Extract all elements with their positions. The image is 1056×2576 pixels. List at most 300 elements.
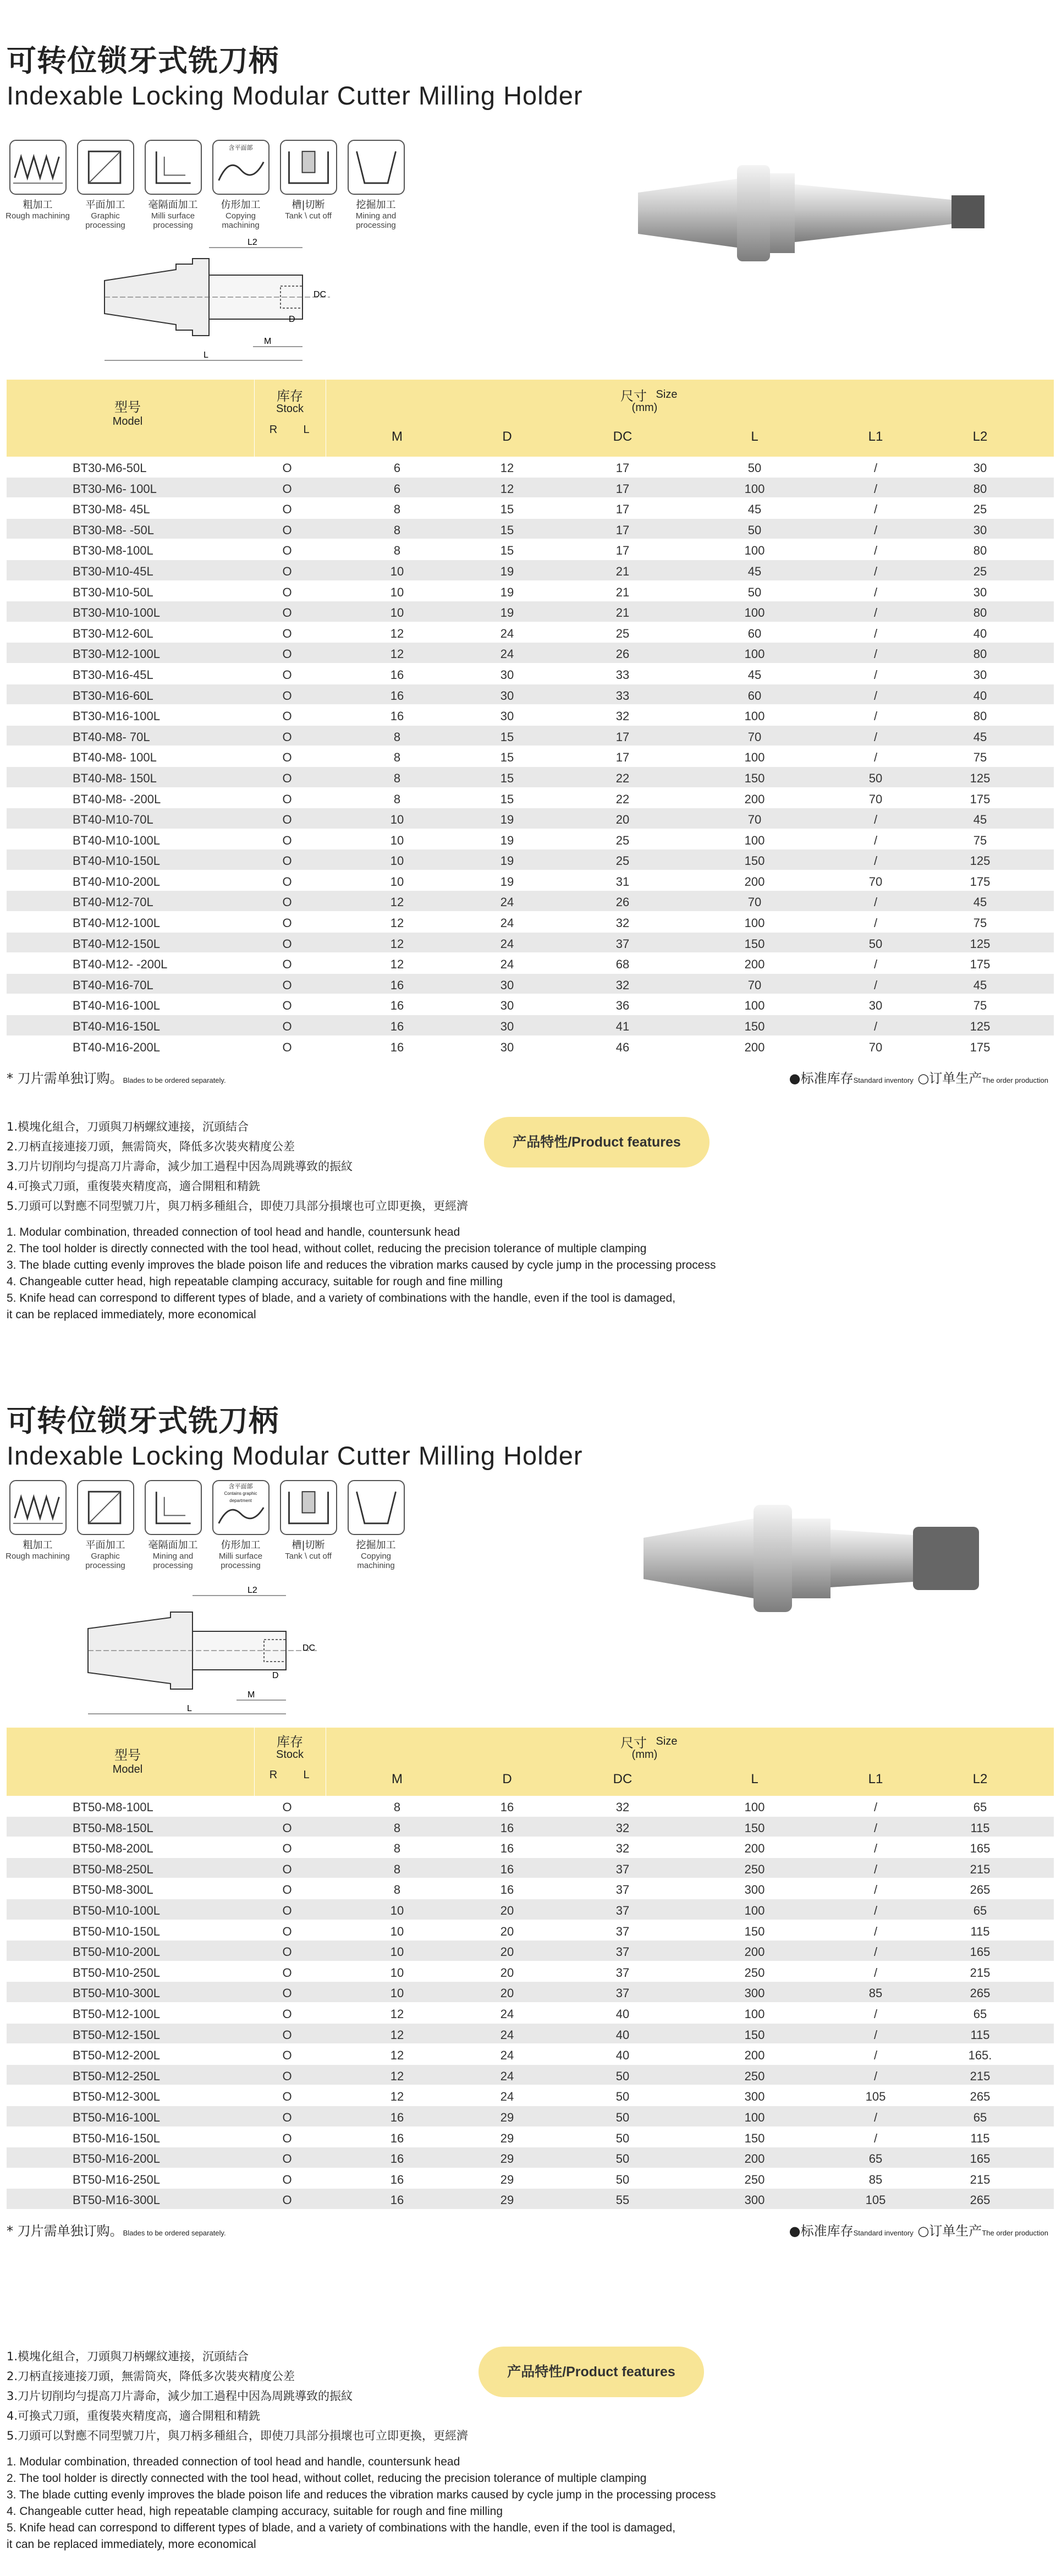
- cell-stock: O: [282, 523, 292, 537]
- cell-d: 15: [500, 523, 514, 537]
- cell-l2: 80: [973, 709, 987, 724]
- table-row: [7, 2106, 1054, 2127]
- cell-l1: 65: [868, 2152, 883, 2166]
- dim-l2: L2: [248, 238, 257, 247]
- cell-l2: 115: [970, 2027, 990, 2042]
- cell-l2: 265: [970, 1986, 991, 2000]
- cell-d: 24: [500, 957, 514, 972]
- cell-l2: 165: [970, 2152, 991, 2166]
- cell-model: BT50-M10-100L: [73, 1903, 160, 1917]
- cell-dc: 41: [615, 1020, 630, 1034]
- cell-l2: 40: [973, 688, 987, 703]
- cell-m: 6: [393, 481, 401, 496]
- cell-dc: 50: [615, 2110, 630, 2124]
- cell-d: 15: [500, 750, 514, 765]
- table-row: [7, 1878, 1054, 1899]
- table-row: [7, 1982, 1054, 2003]
- tool-drawing: [99, 226, 374, 369]
- cell-m: 16: [390, 2193, 404, 2207]
- table-row: [7, 601, 1054, 622]
- cell-d: 15: [500, 502, 514, 517]
- tank-cut-off-icon: [281, 141, 336, 194]
- cell-l2: 115: [970, 1821, 990, 1835]
- table-row: [7, 1817, 1054, 1838]
- cell-m: 8: [393, 750, 401, 765]
- cell-l1: /: [873, 688, 878, 703]
- cell-d: 30: [500, 688, 514, 703]
- cell-d: 24: [500, 936, 514, 951]
- cell-l2: 265: [970, 2193, 991, 2207]
- table-row: [7, 2065, 1054, 2086]
- cell-stock: O: [282, 1903, 292, 1917]
- table-row: [7, 478, 1054, 498]
- cell-l1: /: [873, 1821, 878, 1835]
- table-header: [7, 380, 1054, 457]
- table-row: [7, 2127, 1054, 2148]
- cell-m: 12: [390, 895, 404, 909]
- cell-l1: /: [873, 833, 878, 847]
- graphic-processing-icon: [78, 141, 133, 194]
- cell-d: 16: [500, 1883, 514, 1897]
- table-row: [7, 519, 1054, 540]
- icon-milli-surface: 毫隔面加工 Milli surface processing: [141, 140, 205, 230]
- features-cn: 1.模塊化組合，刀頭與刀柄螺紋連接，沉頭結合 2.刀柄直接連接刀頭，無需筒夾，降低多次裝夾精度公差 3.刀片切削均勻提高刀片壽命，減少加工過程中因為周跳導致的振紋 4.可換式刀頭，重復裝夾精度高，適合開粗和精銑 5.刀頭可以對應不同型號刀片，與刀柄多種組合，即使刀具部分損壞也可立即更換，更經濟: [7, 2350, 469, 2442]
- table-row: [7, 912, 1054, 933]
- table-row: [7, 849, 1054, 870]
- table-row: [7, 994, 1054, 1015]
- cell-l1: 50: [868, 936, 883, 951]
- icon-mining: 挖掘加工 Mining and processing: [344, 140, 408, 230]
- cell-l2: 25: [973, 564, 987, 578]
- cell-l: 50: [747, 585, 762, 599]
- cell-model: BT40-M10-100L: [73, 833, 160, 847]
- cell-l: 200: [744, 874, 765, 889]
- cell-l1: 105: [865, 2090, 886, 2104]
- cell-l: 100: [744, 916, 765, 930]
- cell-stock: O: [282, 916, 292, 930]
- mining-icon: [349, 141, 404, 194]
- cell-dc: 50: [615, 2152, 630, 2166]
- cell-dc: 26: [615, 647, 630, 661]
- cell-d: 20: [500, 1924, 514, 1938]
- cell-l1: /: [873, 2110, 878, 2124]
- cell-dc: 40: [615, 2007, 630, 2021]
- cell-l: 200: [744, 2152, 765, 2166]
- cell-l: 100: [744, 1903, 765, 1917]
- table-row: [7, 1961, 1054, 1982]
- table-row: [7, 808, 1054, 829]
- cell-d: 16: [500, 1821, 514, 1835]
- cell-stock: O: [282, 585, 292, 599]
- cell-l: 100: [744, 750, 765, 765]
- dim-dc: DC: [314, 290, 327, 299]
- cell-stock: O: [282, 1020, 292, 1034]
- cell-l: 100: [744, 647, 765, 661]
- cell-l: 250: [744, 1965, 765, 1980]
- cell-dc: 32: [615, 978, 630, 992]
- cell-l: 60: [747, 626, 762, 640]
- cell-dc: 26: [615, 895, 630, 909]
- table-row: [7, 622, 1054, 643]
- table-row: [7, 726, 1054, 747]
- cell-l1: /: [873, 2069, 878, 2083]
- col-stock-cn: 库存: [277, 389, 303, 404]
- table-row: [7, 1796, 1054, 1817]
- table-row: [7, 1015, 1054, 1036]
- cell-l: 150: [744, 854, 765, 868]
- cell-m: 10: [390, 585, 404, 599]
- cell-d: 20: [500, 1903, 514, 1917]
- cell-stock: O: [282, 626, 292, 640]
- cell-l2: 165: [970, 1945, 991, 1959]
- cell-model: BT30-M10-100L: [73, 606, 160, 620]
- cell-model: BT30-M8- -50L: [73, 523, 154, 537]
- cell-dc: 50: [615, 2090, 630, 2104]
- cell-m: 12: [390, 647, 404, 661]
- cell-dc: 37: [615, 1883, 630, 1897]
- cell-stock: O: [282, 606, 292, 620]
- icon-copying: 含平面部 Contains graphic department 仿形加工 Milli surface processing: [208, 1480, 273, 1570]
- cell-dc: 40: [615, 2048, 630, 2063]
- cell-model: BT50-M10-150L: [73, 1924, 160, 1938]
- table-row: [7, 933, 1054, 953]
- cell-l2: 175: [970, 792, 991, 806]
- cell-dc: 37: [615, 1862, 630, 1876]
- cell-d: 30: [500, 999, 514, 1013]
- cell-m: 8: [393, 523, 401, 537]
- cell-m: 8: [393, 771, 401, 785]
- cell-m: 10: [390, 813, 404, 827]
- cell-model: BT50-M8-300L: [73, 1883, 153, 1897]
- cell-stock: O: [282, 564, 292, 578]
- cell-dc: 21: [615, 606, 630, 620]
- section-title-en: Indexable Locking Modular Cutter Milling Holder: [7, 81, 583, 110]
- cell-m: 6: [393, 461, 401, 475]
- cell-m: 12: [390, 2007, 404, 2021]
- cell-m: 8: [393, 544, 401, 558]
- icon-graphic-processing: 平面加工 Graphic processing: [73, 140, 138, 230]
- col-size-cn: 尺寸: [620, 1736, 647, 1751]
- table-row: [7, 2044, 1054, 2065]
- cell-d: 29: [500, 2172, 514, 2186]
- cell-l2: 165.: [968, 2048, 992, 2063]
- cell-l2: 80: [973, 647, 987, 661]
- cell-d: 20: [500, 1986, 514, 2000]
- cell-l2: 115: [970, 1924, 990, 1938]
- table-row: [7, 539, 1054, 560]
- cell-l: 50: [747, 461, 762, 475]
- cell-l1: /: [873, 667, 878, 682]
- cell-model: BT40-M8- 70L: [73, 730, 150, 744]
- cell-l: 200: [744, 957, 765, 972]
- cell-l: 100: [744, 1800, 765, 1814]
- cell-l2: 65: [973, 2007, 987, 2021]
- cell-model: BT40-M16-200L: [73, 1040, 160, 1054]
- cell-m: 16: [390, 2110, 404, 2124]
- cell-l2: 265: [970, 1883, 991, 1897]
- col-stock-l: L: [303, 424, 310, 436]
- features-en: 1. Modular combination, threaded connection of tool head and handle, countersunk head 2. The tool holder is directly connected with the tool head, without collet, reducing the precision tolerance of multiple clamping 3. The blade cutting evenly improves the blade poison life and reduces the vibration marks caused by cycle jump in the processing process 4. Changeable cutter head, high repeatable clamping accuracy, suitable for rough and fine milling 5. Knife head can correspond to different types of blade, and a variety of combinations with the handle, even if the tool is damaged, it can be replaced immediately, more economical: [7, 1226, 716, 1321]
- cell-stock: O: [282, 544, 292, 558]
- table-body: [7, 1796, 1054, 2210]
- cell-l2: 125: [970, 854, 991, 868]
- rough-machining-icon: [10, 141, 65, 194]
- dim-m: M: [248, 1690, 255, 1700]
- cell-m: 10: [390, 1965, 404, 1980]
- cell-dc: 32: [615, 1821, 630, 1835]
- cell-stock: O: [282, 461, 292, 475]
- cell-model: BT40-M16-70L: [73, 978, 153, 992]
- table-row: [7, 953, 1054, 974]
- table-row: [7, 2189, 1054, 2210]
- col-model-cn: 型号: [114, 400, 141, 415]
- cell-stock: O: [282, 1841, 292, 1856]
- cell-l1: /: [873, 1883, 878, 1897]
- cell-m: 10: [390, 833, 404, 847]
- cell-model: BT40-M8- 100L: [73, 750, 157, 765]
- cell-stock: O: [282, 1965, 292, 1980]
- cell-model: BT50-M12-300L: [73, 2090, 160, 2104]
- cell-l: 150: [744, 2027, 765, 2042]
- cell-l2: 175: [970, 874, 991, 889]
- cell-d: 19: [500, 833, 514, 847]
- cell-dc: 40: [615, 2027, 630, 2042]
- cell-model: BT40-M10-150L: [73, 854, 160, 868]
- cell-l2: 75: [973, 916, 987, 930]
- section-title-cn: 可转位锁牙式铣刀柄: [7, 43, 279, 78]
- cell-dc: 37: [615, 1965, 630, 1980]
- cell-l: 200: [744, 1841, 765, 1856]
- cell-l2: 65: [973, 2110, 987, 2124]
- tool-photo: [627, 132, 990, 297]
- cell-stock: O: [282, 2090, 292, 2104]
- cell-d: 19: [500, 813, 514, 827]
- cell-stock: O: [282, 2027, 292, 2042]
- cell-model: BT40-M8- 150L: [73, 771, 157, 785]
- cell-l1: /: [873, 916, 878, 930]
- cell-l2: 125: [970, 771, 991, 785]
- cell-d: 15: [500, 544, 514, 558]
- col-size-unit: (mm): [631, 1749, 658, 1761]
- cell-model: BT30-M6- 100L: [73, 481, 157, 496]
- cell-stock: O: [282, 2069, 292, 2083]
- cell-dc: 68: [615, 957, 630, 972]
- cell-m: 12: [390, 2048, 404, 2063]
- rough-machining-icon: [10, 1481, 65, 1534]
- cell-dc: 37: [615, 1945, 630, 1959]
- cell-dc: 33: [615, 688, 630, 703]
- cell-m: 12: [390, 626, 404, 640]
- cell-model: BT30-M12-60L: [73, 626, 153, 640]
- table-row: [7, 1899, 1054, 1920]
- cell-stock: O: [282, 1986, 292, 2000]
- cell-l: 200: [744, 1945, 765, 1959]
- cell-d: 19: [500, 585, 514, 599]
- cell-l2: 175: [970, 957, 991, 972]
- icon-graphic-processing: 平面加工 Graphic processing: [73, 1480, 138, 1570]
- cell-model: BT40-M12-70L: [73, 895, 153, 909]
- col-stock-cn: 库存: [277, 1735, 303, 1750]
- cell-l: 150: [744, 771, 765, 785]
- table-header: [7, 1728, 1054, 1796]
- icon-milli-surface: 毫隔面加工 Mining and processing: [141, 1480, 205, 1570]
- cell-model: BT50-M10-250L: [73, 1965, 160, 1980]
- cell-l1: /: [873, 1841, 878, 1856]
- cell-l1: /: [873, 2007, 878, 2021]
- cell-dc: 22: [615, 771, 630, 785]
- table-row: [7, 581, 1054, 602]
- cell-m: 16: [390, 2172, 404, 2186]
- cell-l1: /: [873, 2027, 878, 2042]
- cell-l: 200: [744, 792, 765, 806]
- cell-dc: 22: [615, 792, 630, 806]
- milli-surface-icon: [146, 1481, 201, 1534]
- cell-l2: 45: [973, 730, 987, 744]
- tool-drawing: [82, 1579, 358, 1722]
- features-en: 1. Modular combination, threaded connection of tool head and handle, countersunk head 2. The tool holder is directly connected with the tool head, without collet, reducing the precision tolerance of multiple clamping 3. The blade cutting evenly improves the blade poison life and reduces the vibration marks caused by cycle jump in the processing process 4. Changeable cutter head, high repeatable clamping accuracy, suitable for rough and fine milling 5. Knife head can correspond to different types of blade, and a variety of combinations with the handle, even if the tool is damaged, it can be replaced immediately, more economical: [7, 2456, 716, 2551]
- cell-l2: 175: [970, 1040, 991, 1054]
- cell-l: 250: [744, 2172, 765, 2186]
- cell-l2: 40: [973, 626, 987, 640]
- cell-stock: O: [282, 1862, 292, 1876]
- features-cn: 1.模塊化組合，刀頭與刀柄螺紋連接，沉頭結合 2.刀柄直接連接刀頭，無需筒夾，降低多次裝夾精度公差 3.刀片切削均勻提高刀片壽命，減少加工過程中因為周跳導致的振紋 4.可換式刀頭，重復裝夾精度高，適合開粗和精銑 5.刀頭可以對應不同型號刀片，與刀柄多種組合，即使刀具部分損壞也可立即更換，更經濟: [7, 1120, 469, 1213]
- table-row: [7, 1837, 1054, 1858]
- cell-model: BT50-M10-200L: [73, 1945, 160, 1959]
- cell-dc: 17: [615, 461, 630, 475]
- cell-l1: /: [873, 813, 878, 827]
- cell-stock: O: [282, 1800, 292, 1814]
- col-stock-r: R: [269, 424, 278, 436]
- cell-d: 12: [500, 481, 514, 496]
- cell-l: 50: [747, 523, 762, 537]
- cell-l1: 50: [868, 771, 883, 785]
- cell-dc: 17: [615, 750, 630, 765]
- cell-model: BT40-M12-150L: [73, 936, 160, 951]
- cell-d: 24: [500, 2007, 514, 2021]
- spec-table: [7, 380, 1054, 1056]
- cell-m: 8: [393, 1841, 401, 1856]
- blade-note: * 刀片需单独订购。Blades to be ordered separately.: [7, 2223, 226, 2239]
- cell-l2: 75: [973, 999, 987, 1013]
- cell-l1: /: [873, 2048, 878, 2063]
- col-l1: L1: [868, 1772, 883, 1786]
- cell-l: 300: [744, 2090, 765, 2104]
- cell-l: 100: [744, 709, 765, 724]
- cell-d: 16: [500, 1862, 514, 1876]
- icon-rough-machining: 粗加工 Rough machining: [6, 140, 70, 230]
- cell-model: BT50-M12-250L: [73, 2069, 160, 2083]
- cell-l: 70: [747, 978, 762, 992]
- stock-legend: ●标准库存Standard inventory ○订单生产The order production: [789, 1071, 1048, 1086]
- table-row: [7, 457, 1054, 478]
- cell-l2: 80: [973, 481, 987, 496]
- cell-m: 16: [390, 1040, 404, 1054]
- cell-model: BT30-M12-100L: [73, 647, 160, 661]
- cell-l2: 30: [973, 667, 987, 682]
- cell-stock: O: [282, 667, 292, 682]
- cell-model: BT50-M8-200L: [73, 1841, 153, 1856]
- cell-l: 100: [744, 2110, 765, 2124]
- cell-l: 200: [744, 1040, 765, 1054]
- blade-note: * 刀片需单独订购。Blades to be ordered separately.: [7, 1071, 226, 1086]
- cell-model: BT30-M6-50L: [73, 461, 147, 475]
- cell-model: BT50-M12-150L: [73, 2027, 160, 2042]
- cell-d: 15: [500, 730, 514, 744]
- cell-d: 29: [500, 2152, 514, 2166]
- cell-l: 45: [747, 564, 762, 578]
- dim-d: D: [289, 315, 295, 324]
- col-l2: L2: [972, 1772, 988, 1786]
- cell-stock: O: [282, 750, 292, 765]
- cell-model: BT40-M16-100L: [73, 999, 160, 1013]
- cell-d: 30: [500, 1020, 514, 1034]
- dim-m: M: [264, 337, 272, 346]
- cell-d: 16: [500, 1800, 514, 1814]
- cell-l1: 70: [868, 792, 883, 806]
- cell-l2: 45: [973, 895, 987, 909]
- cell-stock: O: [282, 895, 292, 909]
- cell-m: 10: [390, 854, 404, 868]
- cell-l2: 75: [973, 750, 987, 765]
- cell-stock: O: [282, 792, 292, 806]
- cell-d: 15: [500, 792, 514, 806]
- cell-dc: 21: [615, 564, 630, 578]
- col-stock-l: L: [303, 1769, 310, 1781]
- table-row: [7, 2085, 1054, 2106]
- cell-l: 100: [744, 606, 765, 620]
- col-l2: L2: [972, 429, 988, 444]
- cell-l: 300: [744, 1986, 765, 2000]
- cell-l1: 70: [868, 874, 883, 889]
- cell-l2: 65: [973, 1903, 987, 1917]
- cell-l: 70: [747, 895, 762, 909]
- cell-dc: 32: [615, 1841, 630, 1856]
- col-d: D: [502, 1772, 512, 1786]
- cell-model: BT30-M8-100L: [73, 544, 153, 558]
- cell-m: 10: [390, 564, 404, 578]
- cell-m: 12: [390, 2090, 404, 2104]
- cell-m: 10: [390, 1924, 404, 1938]
- cell-d: 30: [500, 1040, 514, 1054]
- cell-model: BT30-M16-60L: [73, 688, 153, 703]
- cell-l: 250: [744, 2069, 765, 2083]
- cell-m: 16: [390, 978, 404, 992]
- cell-dc: 17: [615, 730, 630, 744]
- cell-l2: 215: [970, 2069, 991, 2083]
- cell-l1: 105: [865, 2193, 886, 2207]
- cell-dc: 37: [615, 1924, 630, 1938]
- cell-m: 8: [393, 1883, 401, 1897]
- cell-dc: 33: [615, 667, 630, 682]
- cell-d: 19: [500, 874, 514, 889]
- cell-d: 24: [500, 647, 514, 661]
- cell-l2: 215: [970, 1965, 991, 1980]
- cell-m: 16: [390, 688, 404, 703]
- cell-stock: O: [282, 502, 292, 517]
- table-row: [7, 1941, 1054, 1961]
- table-row: [7, 1858, 1054, 1879]
- col-size-en: Size: [656, 388, 678, 401]
- icon-tank-cut-off: 槽|切断 Tank \ cut off: [276, 140, 340, 230]
- cell-d: 29: [500, 2131, 514, 2145]
- cell-model: BT40-M16-150L: [73, 1020, 160, 1034]
- section-title-cn: 可转位锁牙式铣刀柄: [7, 1404, 279, 1438]
- cell-d: 24: [500, 626, 514, 640]
- cell-d: 24: [500, 2069, 514, 2083]
- cell-model: BT40-M12-100L: [73, 916, 160, 930]
- cell-d: 30: [500, 709, 514, 724]
- cell-model: BT30-M8- 45L: [73, 502, 150, 517]
